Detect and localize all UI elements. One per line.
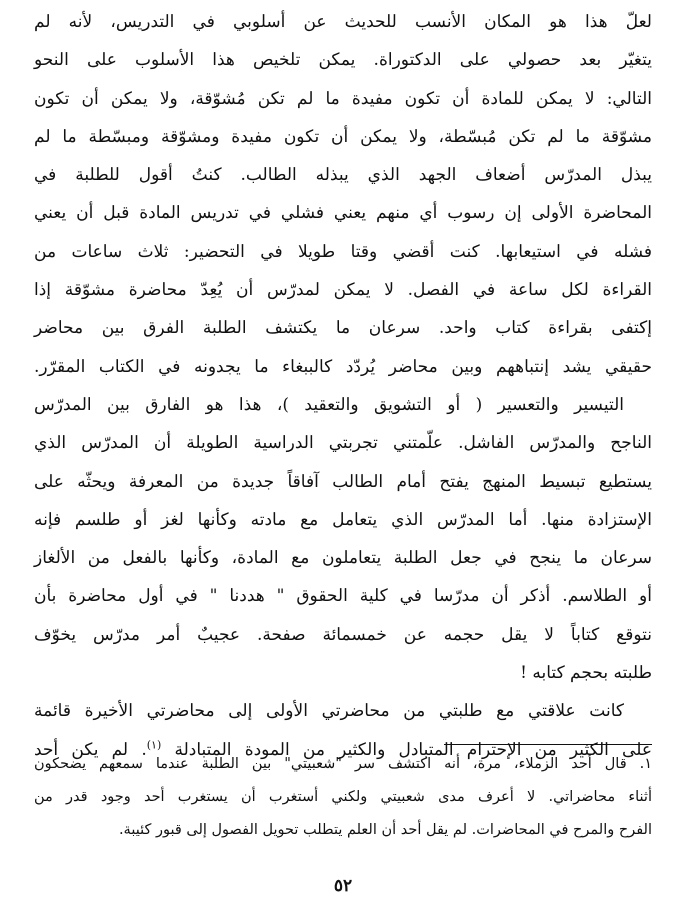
text-line: مشوّقة ما لم تكن مُبسّطة، ولا يمكن أن تكون مفيدة ومشوّقة ومبسّطة ما لم xyxy=(34,126,652,147)
footnote-line: ١. قال أحد الزملاء، مرة، أنه اكتشف سر "شعبيتي" بين الطلبة عندما سمعهم يضحكون xyxy=(34,756,652,772)
footnote xyxy=(34,748,652,847)
text-line: القراءة لكل ساعة في الفصل. لا يمكن لمدرّس أن يُعِدّ محاضرة مشوّقة إذا xyxy=(34,280,652,301)
text-line: فشله في استيعابها. كنت أقضي وقتا طويلا في التحضير: ثلاث ساعات من xyxy=(34,241,652,262)
page-number: ٥٢ xyxy=(333,876,353,896)
text-segment: لم يكن أحد xyxy=(34,739,129,760)
text-line: يتغيّر بعد حصولي على الدكتوراة. يمكن تلخيص هذا الأسلوب على النحو xyxy=(34,50,652,71)
text-line: سرعان ما ينجح في جعل الطلبة يتعاملون مع المادة، وكأنها بالفعل من الألغاز xyxy=(34,548,652,569)
text-segment: على الكثير من الإحترام المتبادل والكثير من المودة المتبادلة xyxy=(174,739,653,760)
text-line: أو الطلاسم. أذكر أن مدرّسا في كلية الحقوق " هددنا " في أول محاضرة بأن xyxy=(34,586,652,607)
main-text xyxy=(34,3,652,769)
footnote-line: الفرح والمرح في المحاضرات. لم يقل أحد أن العلم يتطلب تحويل الفصول إلى قبور كئيبة. xyxy=(118,822,652,838)
text-line: يستطيع تبسيط المنهج يفتح أمام الطالب آفاقاً جديدة من المعرفة ويحثّه على xyxy=(34,471,652,492)
text-line: حقيقي يشد إنتباههم وبين محاضر يُردّد كالببغاء ما يجدونه في الكتاب المقرّر. xyxy=(34,356,652,377)
text-line: التيسير والتعسير ( أو التشويق والتعقيد )، هذا هو الفارق بين المدرّس xyxy=(34,394,624,415)
text-line: كانت علاقتي مع طلبتي من محاضرتي الأولى إلى محاضرتي الأخيرة قائمة xyxy=(34,701,624,722)
text-line: الإستزادة منها. أما المدرّس الذي يتعامل مع مادته وكأنها لغز أو طلسم فإنه xyxy=(34,509,652,530)
text-line: نتوقع كتاباً لا يقل حجمه عن خمسمائة صفحة. عجيبٌ أمر مدرّس يخوّف xyxy=(34,624,652,645)
text-line: يبذل المدرّس أضعاف الجهد الذي يبذله الطالب. كنتُ أقول للطلبة في xyxy=(34,165,652,186)
text-line: التالي: لا يمكن للمادة أن تكون مفيدة ما لم تكن مُشوّقة، ولا يمكن أن تكون xyxy=(34,88,652,109)
text-line: المحاضرة الأولى إن رسوب أي منهم يعني فشلي في تدريس المادة قبل أن يعني xyxy=(34,203,652,224)
footnote-separator xyxy=(444,744,652,745)
footnote-reference[interactable]: (١) xyxy=(146,737,162,751)
text-line: إكتفى بقراءة كتاب واحد. سرعان ما يكتشف الطلبة الفرق بين محاضر xyxy=(34,318,652,339)
text-line: طلبته بحجم كتابه ! xyxy=(520,663,652,684)
text-line: على الكثير من الإحترام المتبادل والكثير من المودة المتبادلة $^{(١)}$. لم يكن أحد xyxy=(34,737,653,760)
text-line: الناجح والمدرّس الفاشل. علّمتني تجربتي الدراسية الطويلة أن المدرّس الذي xyxy=(34,433,652,454)
footnote-line: أثناء محاضراتي. لا أعرف مدى شعبيتي ولكني أستغرب أن يستغرب أحد وجود قدر من xyxy=(34,789,652,805)
book-page xyxy=(34,0,652,919)
text-line: لعلّ هذا هو المكان الأنسب للحديث عن أسلوبي في التدريس، لأنه لم xyxy=(34,12,652,32)
